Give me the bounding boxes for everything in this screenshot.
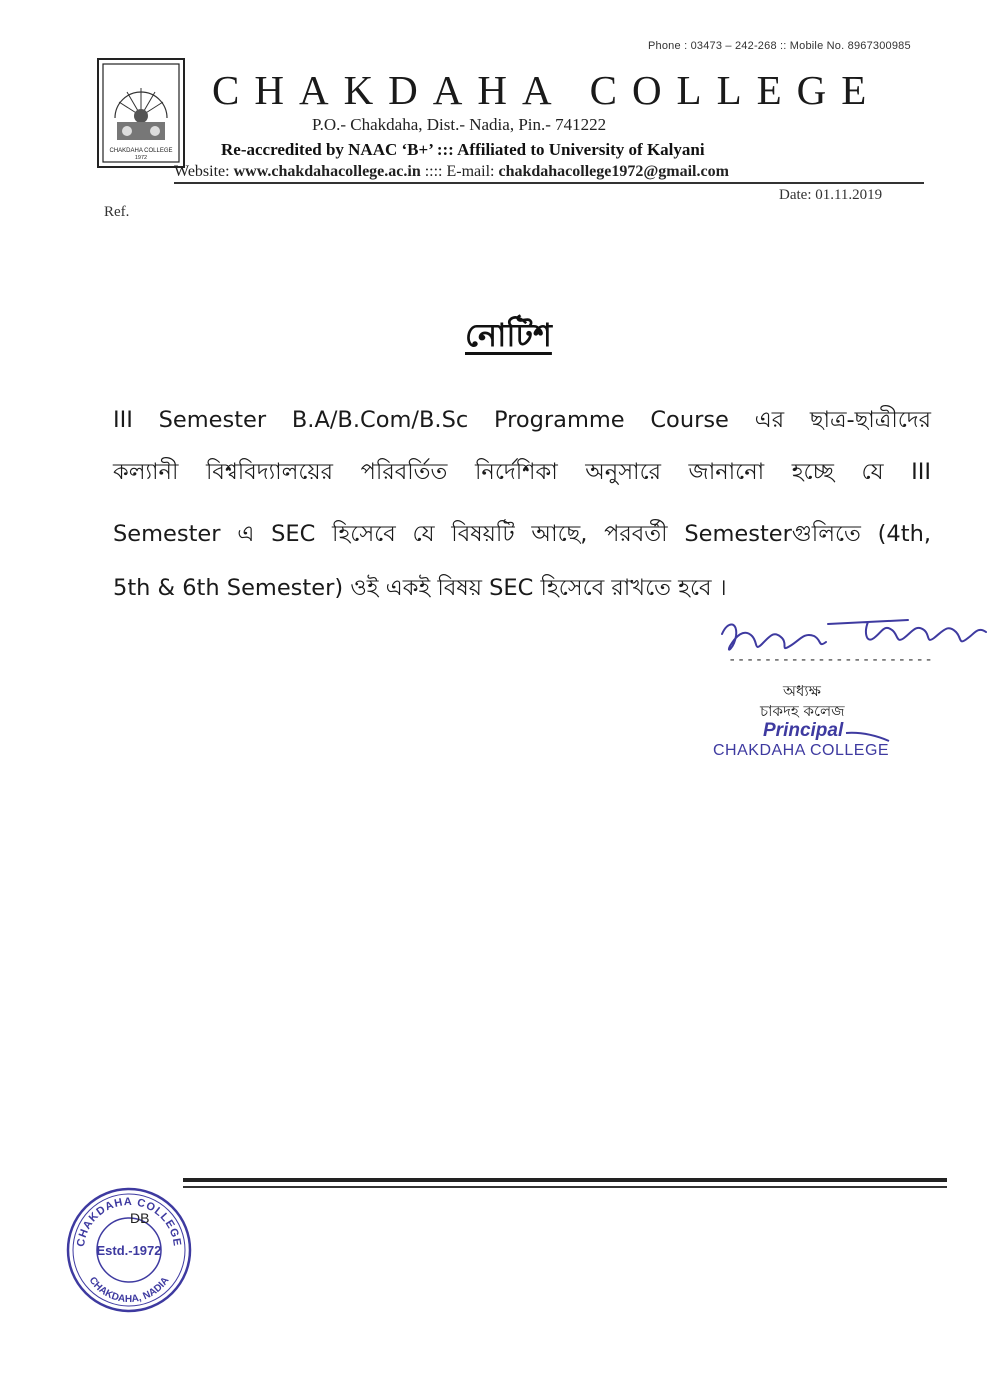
seal-initials: DB — [130, 1210, 150, 1226]
phone-line: Phone : 03473 – 242-268 :: Mobile No. 8967300985 — [648, 40, 911, 52]
header-rule — [174, 182, 924, 184]
website-label: Website: — [174, 163, 234, 180]
seal-top-text: CHAKDAHA COLLEGE — [74, 1195, 183, 1248]
notice-line-3: Semester এ SEC হিসেবে যে বিষয়টি আছে, পরবর্তী Semesterগুলিতে (4th, — [113, 521, 931, 547]
notice-line-1: III Semester B.A/B.Com/B.Sc Programme Course এর ছাত্র-ছাত্রীদের — [113, 407, 931, 433]
notice-line-2: কল্যানী বিশ্ববিদ্যালয়ের পরিবর্তিত নির্দেশিকা অনুসারে জানানো হচ্ছে যে III — [113, 459, 932, 485]
notice-title: নোটিশ — [465, 316, 552, 354]
footer-rule-thin — [183, 1186, 947, 1188]
email-label: E-mail: — [446, 163, 499, 180]
college-name: CHAKDAHA COLLEGE — [212, 67, 882, 113]
logo-year-text: 1972 — [134, 155, 148, 161]
email-link[interactable]: chakdahacollege1972@gmail.com — [498, 163, 729, 180]
accreditation-line: Re-accredited by NAAC ‘B+’ ::: Affiliated to University of Kalyani — [221, 140, 705, 159]
notice-date: Date: 01.11.2019 — [779, 187, 883, 203]
logo-name-text: CHAKDAHA COLLEGE — [109, 148, 173, 154]
website-link[interactable]: www.chakdahacollege.ac.in — [233, 163, 421, 180]
college-stamp-text: CHAKDAHA COLLEGE — [713, 742, 890, 759]
college-name-bengali: চাকদহ কলেজ — [760, 702, 845, 720]
signature-line: ----------------------- — [728, 652, 934, 668]
seal-center-text: Estd.-1972 — [96, 1243, 162, 1258]
footer-rule-thick — [183, 1178, 947, 1182]
stamp-flourish — [845, 730, 890, 742]
svg-text:CHAKDAHA, NADIA — [87, 1275, 172, 1305]
principal-stamp-text: Principal — [763, 720, 844, 741]
reference-label: Ref. — [104, 204, 130, 220]
notice-line-4: 5th & 6th Semester) ওই একই বিষয় SEC হিসেবে রাখতে হবে । — [113, 575, 727, 601]
website-email-line — [174, 163, 729, 181]
seal-bottom-text: CHAKDAHA, NADIA — [86, 1275, 172, 1306]
college-address: P.O.- Chakdaha, Dist.- Nadia, Pin.- 741222 — [312, 115, 607, 134]
line-separator: :::: — [420, 163, 447, 180]
designation-bengali: অধ্যক্ষ — [783, 682, 821, 700]
college-seal — [64, 1185, 194, 1315]
college-logo — [97, 58, 185, 168]
